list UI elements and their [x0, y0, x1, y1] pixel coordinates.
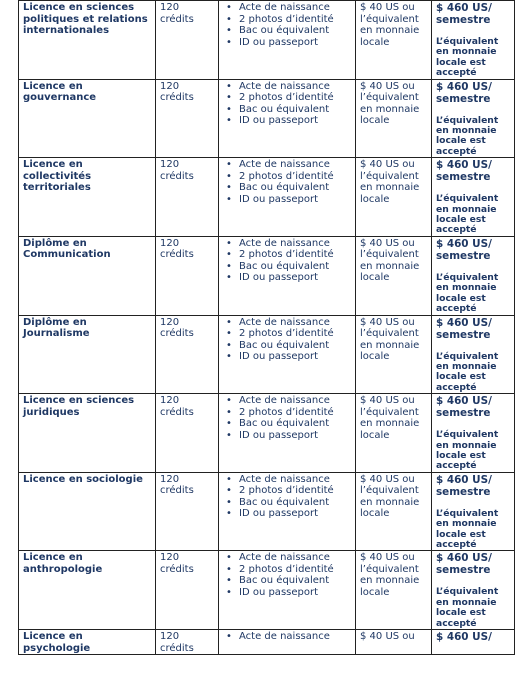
bullet-icon: • [226, 351, 232, 362]
document-label: Bac ou équivalent [239, 496, 330, 508]
document-label: 2 photos d’identité [239, 563, 334, 575]
bullet-icon: • [226, 552, 232, 564]
program-credits: 120 crédits [156, 79, 219, 158]
table-row [19, 315, 515, 394]
list-item [223, 159, 351, 171]
application-fee [356, 315, 432, 394]
documents-list [223, 395, 351, 441]
programs-table [18, 0, 515, 655]
bullet-icon: • [226, 418, 232, 430]
document-label: 2 photos d’identité [239, 485, 334, 497]
bullet-icon: • [226, 586, 232, 598]
table-row [19, 236, 515, 315]
bullet-icon: • [226, 25, 232, 36]
program-credits: 120 crédits [156, 158, 219, 237]
bullet-icon: • [226, 170, 232, 182]
table-row [19, 158, 515, 237]
bullet-icon: • [226, 2, 232, 13]
bullet-icon: • [226, 272, 232, 284]
tuition [432, 551, 515, 630]
tuition [432, 394, 515, 473]
bullet-icon: • [226, 36, 232, 48]
document-label: 2 photos d’identité [239, 13, 334, 25]
tuition-currency-note: L’équivalent en monnaie locale est accepté [436, 586, 499, 629]
document-label: Acte de naissance [239, 80, 330, 92]
list-item [223, 317, 351, 329]
program-credits: 120 crédits [156, 630, 219, 655]
list-item [223, 171, 351, 183]
document-label: ID ou passeport [239, 272, 319, 284]
bullet-icon: • [226, 193, 232, 205]
document-label: 2 photos d’identité [239, 406, 334, 418]
tuition-amount: $ 460 US/ semestre [436, 80, 492, 105]
required-documents [219, 472, 356, 551]
list-item [223, 272, 351, 284]
document-label: Acte de naissance [239, 316, 330, 328]
fee-text: $ 40 US ou l’équivalent en monnaie locale [360, 2, 420, 48]
tuition-amount: $ 460 US/ semestre [436, 159, 492, 184]
list-item [223, 508, 351, 520]
bullet-icon: • [226, 115, 232, 127]
list-item [223, 485, 351, 497]
list-item [223, 631, 351, 643]
tuition [432, 472, 515, 551]
program-name: Diplôme en Journalisme [19, 315, 156, 394]
programs-table-body [19, 1, 515, 655]
list-item [223, 407, 351, 419]
list-item [223, 340, 351, 352]
program-name: Licence en anthropologie [19, 551, 156, 630]
fee-text: $ 40 US ou l’équivalent en monnaie locale [360, 552, 420, 598]
table-row [19, 551, 515, 630]
document-label: Acte de naissance [239, 552, 330, 564]
bullet-icon: • [226, 237, 232, 249]
list-item [223, 351, 351, 363]
tuition-currency-note: L’équivalent en monnaie locale est accepté [436, 36, 499, 79]
tuition-amount: $ 460 US/ semestre [436, 237, 492, 262]
documents-list [223, 631, 351, 643]
tuition-amount: $ 460 US/ semestre [436, 2, 492, 26]
fee-text: $ 40 US ou l’équivalent en monnaie locale [360, 237, 420, 284]
program-credits: 120 crédits [156, 315, 219, 394]
required-documents [219, 1, 356, 80]
program-credits: 120 crédits [156, 236, 219, 315]
program-credits: 120 crédits [156, 1, 219, 80]
document-label: ID ou passeport [239, 508, 319, 520]
list-item [223, 81, 351, 93]
application-fee [356, 394, 432, 473]
fee-text: $ 40 US ou l’équivalent en monnaie locale [360, 473, 420, 520]
tuition-amount: $ 460 US/ semestre [436, 552, 492, 577]
list-item [223, 115, 351, 127]
document-label: Acte de naissance [239, 395, 330, 407]
document-label: Bac ou équivalent [239, 575, 330, 587]
list-item [223, 37, 351, 49]
list-item [223, 430, 351, 442]
bullet-icon: • [226, 260, 232, 272]
required-documents [219, 236, 356, 315]
bullet-icon: • [226, 406, 232, 418]
list-item [223, 564, 351, 576]
document-label: ID ou passeport [239, 429, 319, 441]
bullet-icon: • [226, 182, 232, 194]
application-fee [356, 630, 432, 655]
list-item [223, 395, 351, 407]
bullet-icon: • [226, 339, 232, 351]
application-fee [356, 236, 432, 315]
application-fee [356, 79, 432, 158]
document-label: Acte de naissance [239, 473, 330, 485]
program-name: Licence en gouvernance [19, 79, 156, 158]
program-name: Licence en sciences juridiques [19, 394, 156, 473]
program-name: Diplôme en Communication [19, 236, 156, 315]
application-fee [356, 158, 432, 237]
document-label: Bac ou équivalent [239, 103, 330, 115]
documents-list [223, 238, 351, 284]
list-item [223, 328, 351, 340]
tuition-currency-note: L’équivalent en monnaie locale est accepté [436, 507, 499, 550]
required-documents [219, 158, 356, 237]
tuition-currency-note: L’équivalent en monnaie locale est accepté [436, 350, 499, 393]
document-label: ID ou passeport [239, 351, 319, 362]
required-documents [219, 79, 356, 158]
bullet-icon: • [226, 485, 232, 497]
list-item [223, 14, 351, 26]
bullet-icon: • [226, 103, 232, 115]
list-item [223, 575, 351, 587]
document-label: Bac ou équivalent [239, 260, 330, 272]
list-item [223, 182, 351, 194]
bullet-icon: • [226, 159, 232, 171]
tuition-amount: $ 460 US/ semestre [436, 395, 492, 420]
table-row [19, 394, 515, 473]
program-name: Licence en collectivités territoriales [19, 158, 156, 237]
document-label: ID ou passeport [239, 586, 319, 598]
document-label: Bac ou équivalent [239, 25, 330, 36]
document-label: Bac ou équivalent [239, 418, 330, 430]
list-item [223, 2, 351, 14]
tuition [432, 630, 515, 655]
tuition-currency-note: L’équivalent en monnaie locale est accepté [436, 114, 499, 157]
table-row [19, 472, 515, 551]
document-label: ID ou passeport [239, 36, 319, 48]
list-item [223, 104, 351, 116]
fee-text: $ 40 US ou l’équivalent en monnaie locale [360, 395, 420, 441]
tuition-amount: $ 460 US/ [436, 631, 492, 643]
tuition-amount: $ 460 US/ semestre [436, 316, 492, 341]
tuition-currency-note: L’équivalent en monnaie locale est accepté [436, 193, 499, 236]
bullet-icon: • [226, 328, 232, 339]
documents-list [223, 317, 351, 363]
program-credits: 120 crédits [156, 551, 219, 630]
tuition [432, 79, 515, 158]
bullet-icon: • [226, 249, 232, 261]
documents-list [223, 2, 351, 48]
bullet-icon: • [226, 508, 232, 520]
program-name: Licence en sciences politiques et relations internationales [19, 1, 156, 80]
tuition [432, 236, 515, 315]
document-label: 2 photos d’identité [239, 249, 334, 261]
tuition-currency-note: L’équivalent en monnaie locale est accepté [436, 429, 499, 472]
table-row [19, 79, 515, 158]
document-label: Acte de naissance [239, 2, 330, 13]
bullet-icon: • [226, 316, 232, 328]
bullet-icon: • [226, 473, 232, 485]
document-label: Acte de naissance [239, 631, 330, 642]
bullet-icon: • [226, 429, 232, 441]
document-label: Acte de naissance [239, 237, 330, 249]
program-name: Licence en psychologie [19, 630, 156, 655]
document-label: Bac ou équivalent [239, 182, 330, 194]
bullet-icon: • [226, 575, 232, 587]
list-item [223, 249, 351, 261]
document-label: ID ou passeport [239, 193, 319, 205]
documents-list [223, 81, 351, 127]
list-item [223, 92, 351, 104]
document-label: Acte de naissance [239, 159, 330, 171]
list-item [223, 238, 351, 250]
documents-list [223, 552, 351, 598]
document-label: 2 photos d’identité [239, 328, 334, 339]
bullet-icon: • [226, 563, 232, 575]
list-item [223, 25, 351, 37]
required-documents [219, 551, 356, 630]
bullet-icon: • [226, 92, 232, 104]
tuition-amount: $ 460 US/ semestre [436, 473, 492, 498]
documents-list [223, 159, 351, 205]
document-label: ID ou passeport [239, 115, 319, 127]
list-item [223, 587, 351, 599]
document-label: Bac ou équivalent [239, 339, 330, 351]
table-row [19, 630, 515, 655]
list-item [223, 261, 351, 273]
table-row [19, 1, 515, 80]
bullet-icon: • [226, 13, 232, 25]
list-item [223, 194, 351, 206]
program-credits: 120 crédits [156, 394, 219, 473]
fee-text: $ 40 US ou l’équivalent en monnaie locale [360, 159, 420, 205]
application-fee [356, 551, 432, 630]
program-name: Licence en sociologie [19, 472, 156, 551]
document-label: 2 photos d’identité [239, 92, 334, 104]
tuition [432, 158, 515, 237]
fee-text: $ 40 US ou l’équivalent en monnaie locale [360, 80, 420, 127]
required-documents [219, 315, 356, 394]
program-credits: 120 crédits [156, 472, 219, 551]
application-fee [356, 472, 432, 551]
list-item [223, 474, 351, 486]
list-item [223, 497, 351, 509]
fee-text: $ 40 US ou [360, 631, 415, 642]
application-fee [356, 1, 432, 80]
bullet-icon: • [226, 80, 232, 92]
document-label: 2 photos d’identité [239, 170, 334, 182]
bullet-icon: • [226, 496, 232, 508]
list-item [223, 552, 351, 564]
required-documents [219, 394, 356, 473]
required-documents [219, 630, 356, 655]
list-item [223, 418, 351, 430]
fee-text: $ 40 US ou l’équivalent en monnaie locale [360, 316, 420, 362]
tuition-currency-note: L’équivalent en monnaie locale est accepté [436, 271, 499, 315]
tuition [432, 315, 515, 394]
documents-list [223, 474, 351, 520]
bullet-icon: • [226, 395, 232, 407]
bullet-icon: • [226, 631, 232, 642]
tuition [432, 1, 515, 80]
